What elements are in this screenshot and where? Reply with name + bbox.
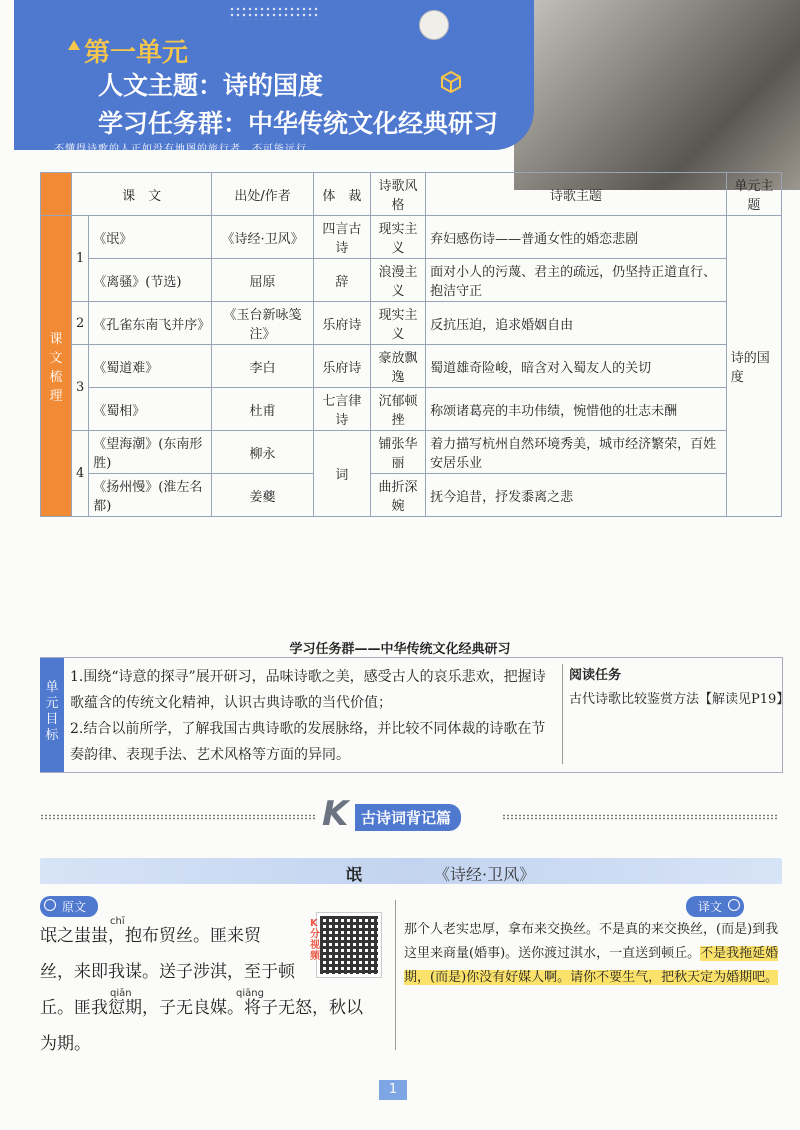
table-row — [41, 302, 782, 345]
side-tab-top — [41, 173, 72, 216]
poem-line — [40, 1026, 385, 1062]
divider-dots-left — [40, 814, 315, 820]
cell-unit-theme: 诗的国度 — [726, 216, 781, 517]
pinyin-annotation: chī — [110, 916, 125, 927]
row-number: 2 — [72, 302, 89, 345]
poem-line-text: 丝，来即我谋。送子涉淇，至于顿 — [40, 962, 295, 982]
cell-source: 杜甫 — [212, 388, 313, 431]
cell-topic: 弃妇感伤诗——普通女性的婚恋悲剧 — [426, 216, 727, 259]
original-text-tag — [40, 896, 98, 917]
translation-label: 译文 — [698, 900, 723, 914]
cell-title: 《离骚》(节选) — [89, 259, 212, 302]
column-divider — [395, 900, 396, 1050]
header-style: 诗歌风格 — [370, 173, 425, 216]
cell-source: 李白 — [212, 345, 313, 388]
qr-pattern — [320, 916, 378, 974]
poem-line-text: 丘。匪我愆期，子无良媒。将子无怒，秋以 — [40, 998, 363, 1018]
cell-style: 铺张华丽 — [370, 431, 425, 474]
table-row — [41, 216, 782, 259]
header-title: 课 文 — [72, 173, 212, 216]
cell-genre: 乐府诗 — [313, 302, 370, 345]
table-row — [41, 474, 782, 517]
cell-style: 现实主义 — [370, 216, 425, 259]
cell-topic: 面对小人的污蔑、君主的疏远，仍坚持正道直行、抱洁守正 — [426, 259, 727, 302]
page-number: 1 — [379, 1080, 407, 1100]
translation-text: 那个人老实忠厚，拿布来交换丝。不是真的来交换丝，(而是)到我这里来商量(婚事)。送你渡过淇水，一直送到顿丘。 — [404, 922, 779, 961]
poem-line-text: 氓之蚩蚩，抱布贸丝。匪来贸 — [40, 926, 261, 946]
circle-icon — [728, 899, 740, 911]
qr-label: K分视频 — [310, 918, 320, 962]
goal-item: 2.结合以前所学，了解我国古典诗歌的发展脉络，并比较不同体裁的诗歌在节奏韵律、表现手法、艺术风格等方面的异同。 — [70, 721, 546, 763]
table-row — [41, 431, 782, 474]
translation-highlight: 不是我拖延婚期，(而是)你没有好媒人啊。请你不要生气，把秋天定为婚期吧。 — [404, 946, 779, 985]
cell-style: 沉郁顿挫 — [370, 388, 425, 431]
banner-tagline: 不懂得诗歌的人正如没有地图的旅行者，不可能远行。 — [54, 144, 318, 155]
pinyin-annotation: qiāng — [236, 988, 264, 999]
task-group-heading: 学习任务群——中华传统文化经典研习 — [289, 642, 511, 657]
side-tab-label: 课文梳理 — [41, 216, 72, 517]
cell-genre: 乐府诗 — [313, 345, 370, 388]
divider-dots-right — [502, 814, 777, 820]
unit-label: 第一单元 — [84, 38, 189, 68]
cell-title: 《望海潮》(东南形胜) — [89, 431, 212, 474]
cell-style: 豪放飘逸 — [370, 345, 425, 388]
humanities-theme: 人文主题：诗的国度 — [98, 71, 324, 100]
original-text-label: 原文 — [62, 900, 87, 914]
cell-title: 《扬州慢》(淮左名都) — [89, 474, 212, 517]
cell-topic: 称颂诸葛亮的丰功伟绩，惋惜他的壮志未酬 — [426, 388, 727, 431]
banner-painting — [514, 0, 800, 190]
unit-banner — [14, 0, 800, 162]
video-qr-code[interactable] — [316, 912, 382, 978]
pinyin-annotation: qiān — [110, 988, 132, 999]
poem-translation — [404, 918, 780, 990]
unit-goals-box — [40, 657, 790, 773]
poem-line-text: 为期。 — [40, 1034, 91, 1054]
cell-style: 浪漫主义 — [370, 259, 425, 302]
reading-task — [562, 664, 790, 764]
table-row — [41, 259, 782, 302]
course-table — [40, 172, 782, 517]
cell-genre: 七言律诗 — [313, 388, 370, 431]
cube-icon — [439, 70, 463, 94]
cell-source: 屈原 — [212, 259, 313, 302]
cell-genre: 四言古诗 — [313, 216, 370, 259]
poem-title-bar — [40, 858, 782, 884]
header-unit-theme: 单元主题 — [726, 173, 781, 216]
poem-source: 《诗经·卫风》 — [434, 865, 536, 884]
table-header-row — [41, 173, 782, 216]
dots-decoration — [229, 6, 319, 20]
cell-genre: 辞 — [313, 259, 370, 302]
table-row — [41, 388, 782, 431]
cell-title: 《蜀道难》 — [89, 345, 212, 388]
cell-source: 柳永 — [212, 431, 313, 474]
cell-title: 《孔雀东南飞并序》 — [89, 302, 212, 345]
table-row — [41, 345, 782, 388]
cell-topic: 蜀道雄奇险峻，暗含对入蜀友人的关切 — [426, 345, 727, 388]
cell-genre: 词 — [313, 431, 370, 517]
poem-line — [40, 990, 385, 1026]
cell-source: 《玉台新咏笺注》 — [212, 302, 313, 345]
reading-task-text: 古代诗歌比较鉴赏方法【解读见P19】 — [569, 692, 790, 707]
header-source: 出处/作者 — [212, 173, 313, 216]
k-logo: K — [322, 794, 349, 834]
task-group-title: 学习任务群：中华传统文化经典研习 — [98, 109, 499, 138]
row-number: 3 — [72, 345, 89, 431]
translation-tag — [686, 896, 744, 917]
row-number: 4 — [72, 431, 89, 517]
cell-title: 《蜀相》 — [89, 388, 212, 431]
cell-source: 《诗经·卫风》 — [212, 216, 313, 259]
section-title: 古诗词背记篇 — [355, 804, 461, 831]
cell-topic: 着力描写杭州自然环境秀美，城市经济繁荣，百姓安居乐业 — [426, 431, 727, 474]
goals-side-tab: 单元目标 — [40, 658, 64, 772]
cell-source: 姜夔 — [212, 474, 313, 517]
moon-decoration — [419, 10, 449, 40]
cell-style: 曲折深婉 — [370, 474, 425, 517]
row-number: 1 — [72, 216, 89, 302]
cell-topic: 反抗压迫，追求婚姻自由 — [426, 302, 727, 345]
triangle-icon — [68, 40, 80, 50]
cell-title: 《氓》 — [89, 216, 212, 259]
goals-list — [70, 664, 556, 768]
header-genre: 体 裁 — [313, 173, 370, 216]
goal-item: 1.围绕“诗意的探寻”展开研习，品味诗歌之美，感受古人的哀乐悲欢，把握诗歌蕴含的传统文化精神，认识古典诗歌的当代价值； — [70, 669, 546, 711]
cell-topic: 抚今追昔，抒发黍离之悲 — [426, 474, 727, 517]
cell-style: 现实主义 — [370, 302, 425, 345]
reading-task-title: 阅读任务 — [569, 668, 622, 683]
poem-title: 氓 — [346, 865, 363, 884]
header-topic: 诗歌主题 — [426, 173, 727, 216]
circle-icon — [44, 899, 56, 911]
